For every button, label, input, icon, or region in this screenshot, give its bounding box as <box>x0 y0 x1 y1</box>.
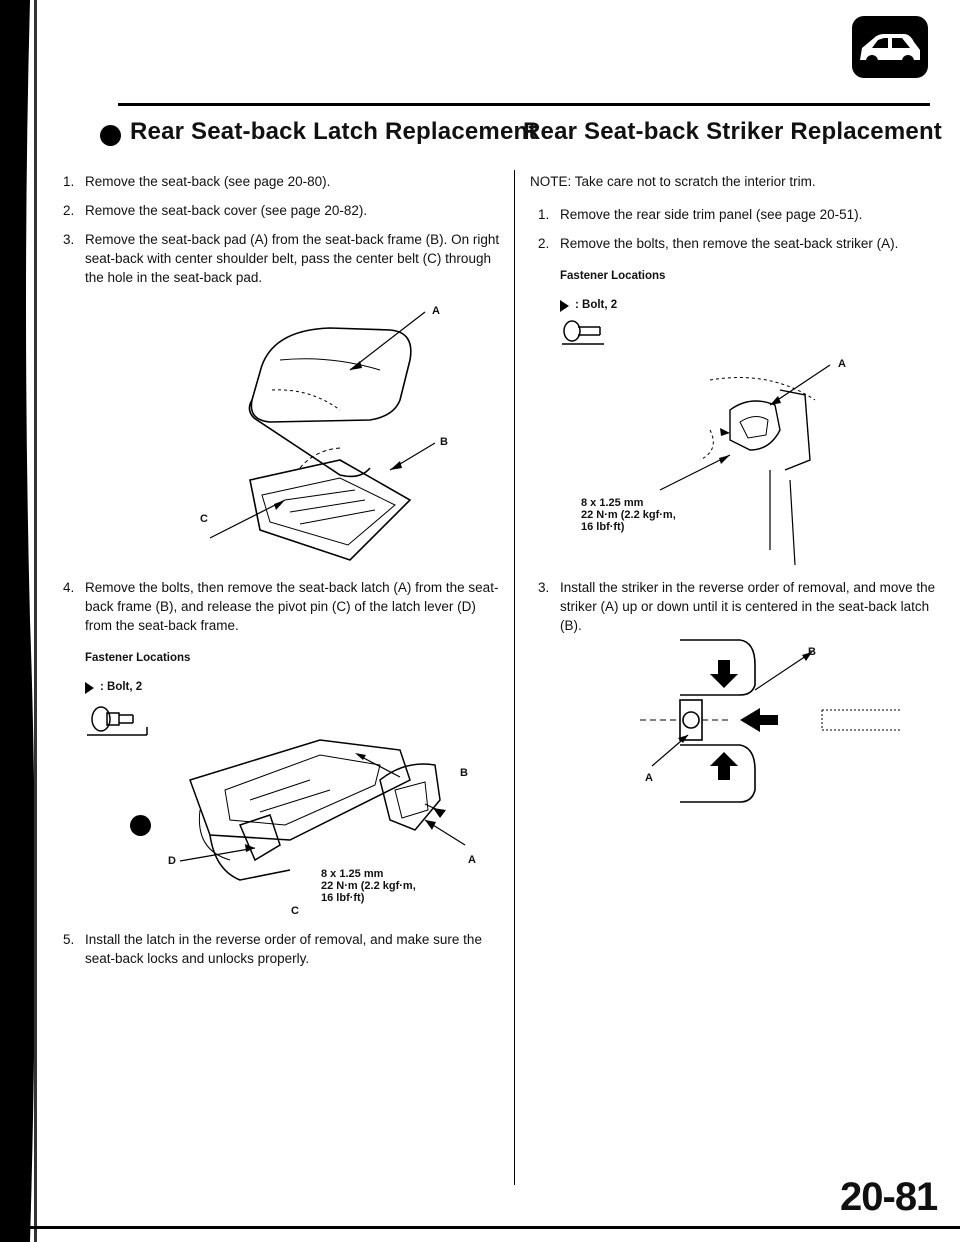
torque-spec <box>321 868 416 904</box>
bolt-icon <box>85 701 155 741</box>
bolt-legend <box>560 296 940 315</box>
step-item <box>55 230 505 287</box>
bolt-icon <box>560 317 630 347</box>
torque-line: 16 lbf·ft) <box>321 892 365 904</box>
fig-label-a: A <box>432 305 440 317</box>
step-text: Remove the bolts, then remove the seat-back latch (A) from the seat-back frame (B), and release the pivot pin (C) of the latch lever (D) from the seat-back frame. <box>85 580 499 633</box>
fig-label-b: B <box>440 436 448 448</box>
left-steps-1-3 <box>55 172 505 297</box>
step-number: 1. <box>63 174 75 189</box>
torque-line: 22 N·m (2.2 kgf·m, <box>581 509 676 521</box>
step-number: 3. <box>538 580 550 595</box>
fastener-locations-title: Fastener Locations <box>85 652 191 664</box>
car-body-icon <box>852 16 928 78</box>
seat-back-latch-illustration <box>170 720 470 905</box>
heading-bullet-left <box>100 125 121 146</box>
step-text: Remove the rear side trim panel (see page 20-51). <box>560 207 863 222</box>
bolt-legend-label: : Bolt, 2 <box>575 299 618 311</box>
step-item <box>55 578 505 635</box>
step-text: Remove the bolts, then remove the seat-back striker (A). <box>560 236 899 251</box>
arrow-marker-icon <box>85 682 94 694</box>
step-item <box>530 234 940 253</box>
arrow-marker-icon <box>560 300 569 312</box>
step-text: Install the latch in the reverse order of removal, and make sure the seat-back locks and unlocks properly. <box>85 932 482 966</box>
step-number: 1. <box>538 207 550 222</box>
footer-rule <box>0 1226 960 1229</box>
left-step-5 <box>55 930 505 978</box>
step-item <box>530 205 940 224</box>
torque-line: 22 N·m (2.2 kgf·m, <box>321 880 416 892</box>
fastener-locations-title: Fastener Locations <box>560 270 666 282</box>
header-rule <box>118 103 930 106</box>
step-text: Remove the seat-back cover (see page 20-82). <box>85 203 368 218</box>
step-number: 5. <box>63 932 75 947</box>
step-item <box>55 201 505 220</box>
fig-label-a: A <box>838 358 846 370</box>
column-divider <box>514 170 515 1185</box>
fig-label-a: A <box>468 854 476 866</box>
step-text: Install the striker in the reverse order of removal, and move the striker (A) up or down until it is centered in the seat-back latch (B). <box>560 580 936 633</box>
fig-label-d: D <box>168 855 176 867</box>
torque-line: 16 lbf·ft) <box>581 521 625 533</box>
striker-location-illustration <box>580 350 860 580</box>
fig-label-b: B <box>460 767 468 779</box>
note-text: NOTE: Take care not to scratch the interior trim. <box>530 174 816 189</box>
torque-spec <box>581 497 676 533</box>
fig-label-c: C <box>291 905 299 917</box>
page-binding-edge <box>0 0 48 1242</box>
bolt-legend-label: : Bolt, 2 <box>100 681 143 693</box>
right-steps-1-2 <box>530 172 940 352</box>
step-number: 3. <box>63 232 75 247</box>
step-item <box>55 172 505 191</box>
bottom-bullet <box>130 815 151 836</box>
torque-line: 8 x 1.25 mm <box>581 497 644 509</box>
right-section-title: Rear Seat-back Striker Replacement <box>523 118 942 145</box>
torque-line: 8 x 1.25 mm <box>321 868 384 880</box>
step-number: 2. <box>538 236 550 251</box>
step-text: Remove the seat-back (see page 20-80). <box>85 174 331 189</box>
fig-label-b: B <box>808 646 816 658</box>
page-number: 20-81 <box>840 1175 938 1219</box>
seat-back-pad-illustration <box>190 300 450 565</box>
bolt-legend <box>85 678 505 697</box>
fig-label-c: C <box>200 513 208 525</box>
left-section-title: Rear Seat-back Latch Replacement <box>130 118 537 145</box>
step-item <box>55 930 505 968</box>
step-number: 4. <box>63 580 75 595</box>
step-number: 2. <box>63 203 75 218</box>
step-item <box>530 578 940 635</box>
step-text: Remove the seat-back pad (A) from the seat-back frame (B). On right seat-back with center shoulder belt, pass the center belt (C) through the hole in the seat-back pad. <box>85 232 500 285</box>
fig-label-a: A <box>645 772 653 784</box>
striker-adjustment-illustration <box>580 630 910 820</box>
